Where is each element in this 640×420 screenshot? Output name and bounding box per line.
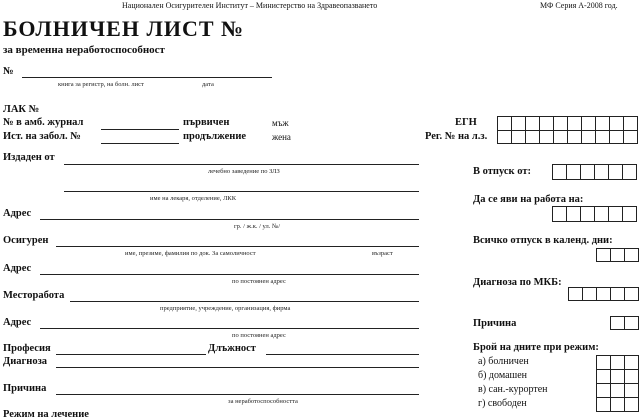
issued-by-label: Издаден от <box>3 152 55 163</box>
workplace-label: Месторабота <box>3 290 65 301</box>
doctor-line[interactable] <box>64 191 419 192</box>
egn-label: ЕГН <box>455 117 477 128</box>
document-subtitle: за временна неработоспособност <box>3 44 165 56</box>
regime-item-sanatorium: в) сан.-курортен <box>478 384 548 395</box>
total-leave-boxes[interactable] <box>596 248 639 262</box>
leave-from-label: В отпуск от: <box>473 166 531 177</box>
amb-journal-line[interactable] <box>101 129 179 130</box>
issued-by-line[interactable] <box>64 164 419 165</box>
insured-caption: име, презиме, фамилия по док. За самоличност <box>125 250 256 257</box>
primary-label: първичен <box>183 117 230 128</box>
female-label: жена <box>272 132 291 142</box>
reason-label: Причина <box>3 383 47 394</box>
facility-caption: лечебно заведение по ЗЛЗ <box>208 168 280 175</box>
address-label-3: Адрес <box>3 317 32 328</box>
number-label: № <box>3 66 14 77</box>
regime-item-home: б) домашен <box>478 370 528 381</box>
profession-label: Професия <box>3 343 51 354</box>
regime-days-boxes[interactable] <box>596 355 639 412</box>
right-reason-label: Причина <box>473 318 517 329</box>
address-label-1: Адрес <box>3 208 32 219</box>
institutes-header: Национален Осигурителен Институт – Министерство на Здравеопазването <box>122 1 378 10</box>
reg-no-label: Рег. № на л.з. <box>425 131 488 142</box>
egn-boxes[interactable] <box>497 116 638 131</box>
number-caption: книга за регистр, на болн. лист <box>58 81 144 88</box>
lak-label: ЛАК № <box>3 104 40 115</box>
continuation-label: продължение <box>183 131 247 142</box>
diagnosis-label: Диагноза <box>3 356 48 367</box>
regime-item-free: г) свободен <box>478 398 527 409</box>
male-label: мъж <box>272 118 289 128</box>
address-line-1[interactable] <box>40 219 419 220</box>
return-on-boxes[interactable] <box>552 206 637 222</box>
return-on-label: Да се яви на работа на: <box>473 194 584 205</box>
employer-caption: предприятие, учреждение, организация, фирма <box>160 305 291 312</box>
diagnosis-line[interactable] <box>56 367 419 368</box>
position-label: Длъжност <box>208 343 256 354</box>
days-regime-label: Брой на дните при режим: <box>473 342 599 353</box>
address-label-2: Адрес <box>3 263 32 274</box>
address-line-3[interactable] <box>40 328 419 329</box>
mkb-label: Диагноза по МКБ: <box>473 277 562 288</box>
permanent-caption-1: по постоянен адрес <box>232 278 286 285</box>
amb-journal-label: № в амб. журнал <box>3 117 84 128</box>
leave-from-boxes[interactable] <box>552 164 637 180</box>
reg-no-boxes[interactable] <box>497 130 638 144</box>
number-input-line[interactable] <box>22 77 272 78</box>
date-caption: дата <box>202 81 214 88</box>
insured-line[interactable] <box>56 246 419 247</box>
mkb-boxes[interactable] <box>568 287 639 301</box>
insured-label: Осигурен <box>3 235 49 246</box>
ist-zabol-line[interactable] <box>101 143 179 144</box>
regime-label: Режим на лечение <box>3 409 89 420</box>
reason-caption: за неработоспособността <box>228 398 298 405</box>
position-line[interactable] <box>266 354 419 355</box>
document-title: БОЛНИЧЕН ЛИСТ № <box>3 16 245 41</box>
street-caption: гр. / ж.к. / ул. №/ <box>234 223 281 230</box>
doctor-caption: име на лекаря, отделение, ЛКК <box>150 195 237 202</box>
workplace-line[interactable] <box>70 301 419 302</box>
ist-zabol-label: Ист. на забол. № <box>3 131 81 142</box>
permanent-caption-2: по постоянен адрес <box>232 332 286 339</box>
age-caption: възраст <box>372 250 393 257</box>
total-leave-label: Всичко отпуск в календ. дни: <box>473 235 613 246</box>
address-line-2[interactable] <box>40 274 419 275</box>
reason-line[interactable] <box>56 394 419 395</box>
profession-line[interactable] <box>56 354 206 355</box>
regime-item-hospital: а) болничен <box>478 356 529 367</box>
series-label: МФ Серия А-2008 год. <box>540 1 618 10</box>
right-reason-boxes[interactable] <box>610 316 639 330</box>
